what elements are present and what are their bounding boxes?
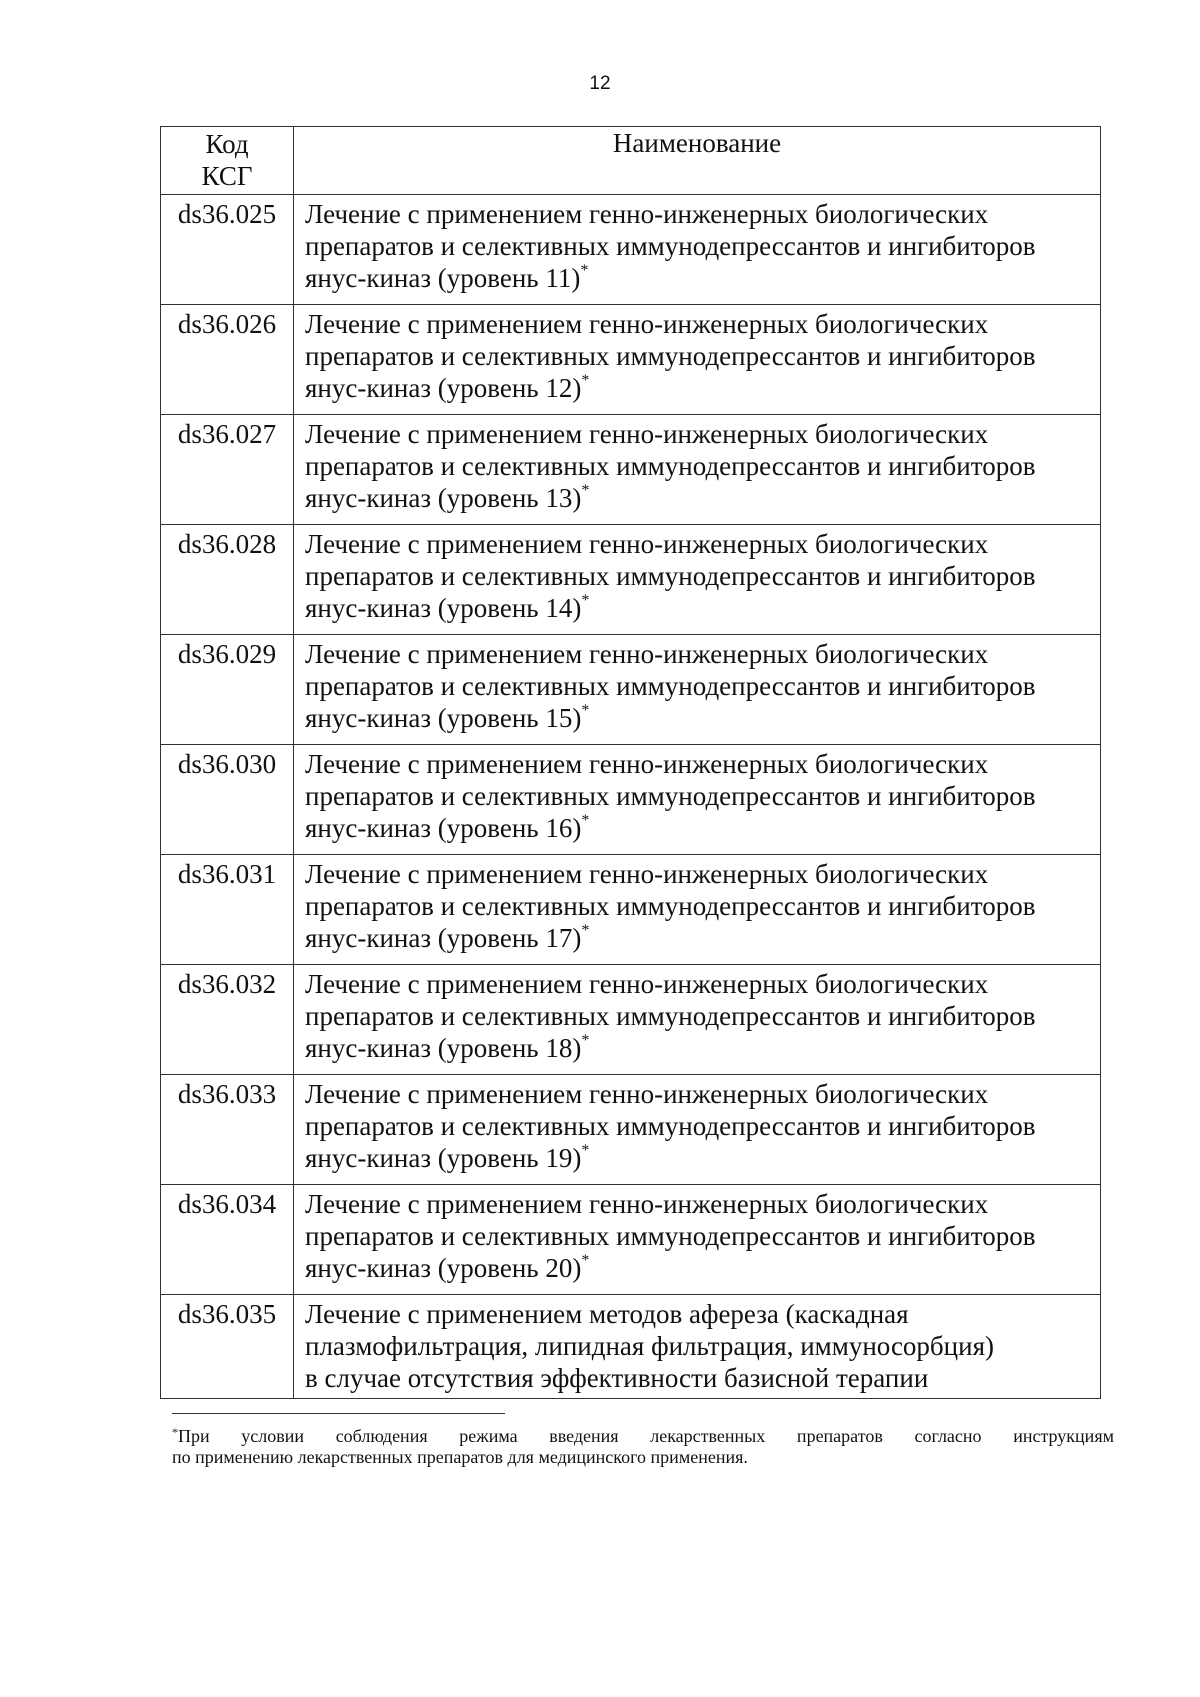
table-row [161,415,1101,525]
row-name-line: Лечение с применением генно-инженерных биологических [305,199,989,229]
footnote-ref-mark: * [581,592,590,609]
row-name-line: препаратов и селективных иммунодепрессантов и ингибиторов [305,231,1036,261]
row-name [294,305,1101,415]
row-level-text: в случае отсутствия эффективности базисной терапии [305,1363,929,1393]
row-code: ds36.030 [161,745,294,855]
footnote-ref-mark: * [580,262,589,279]
row-name-line: Лечение с применением генно-инженерных биологических [305,529,989,559]
footnote-line1 [172,1426,1114,1447]
row-name-line: Лечение с применением генно-инженерных биологических [305,859,989,889]
footnote-ref-mark: * [581,702,590,719]
row-name-line: Лечение с применением генно-инженерных биологических [305,419,989,449]
header-code-line2: КСГ [201,161,253,191]
footnote-ref-mark: * [581,1032,590,1049]
row-level-text: янус-киназ (уровень 15) [305,703,582,733]
row-name-line: Лечение с применением генно-инженерных биологических [305,309,989,339]
row-name [294,965,1101,1075]
row-level-text: янус-киназ (уровень 14) [305,593,582,623]
row-name [294,1075,1101,1185]
table-body [161,195,1101,1399]
row-name-line: препаратов и селективных иммунодепрессантов и ингибиторов [305,781,1036,811]
row-level-text: янус-киназ (уровень 12) [305,373,582,403]
row-code: ds36.027 [161,415,294,525]
row-code: ds36.025 [161,195,294,305]
row-name-level-line [305,1362,1094,1394]
row-name [294,415,1101,525]
row-name-line: Лечение с применением генно-инженерных биологических [305,749,989,779]
footnote-mark: * [172,1425,178,1439]
row-name-line: препаратов и селективных иммунодепрессантов и ингибиторов [305,341,1036,371]
row-level-text: янус-киназ (уровень 13) [305,483,582,513]
row-name-line: Лечение с применением генно-инженерных биологических [305,639,989,669]
row-name [294,1295,1101,1399]
row-level-text: янус-киназ (уровень 19) [305,1143,582,1173]
table-header-row [161,127,1101,195]
row-name-level-line [305,922,1094,954]
table-row [161,855,1101,965]
row-name-line: препаратов и селективных иммунодепрессантов и ингибиторов [305,1111,1036,1141]
row-name-line: препаратов и селективных иммунодепрессантов и ингибиторов [305,1221,1036,1251]
row-code: ds36.028 [161,525,294,635]
page-number: 12 [589,73,611,94]
row-name-level-line [305,592,1094,624]
footnote-line1-text: При условии соблюдения режима введения лекарственных препаратов согласно инструкциям [178,1426,1114,1446]
row-name-line: Лечение с применением генно-инженерных биологических [305,969,989,999]
footnote-ref-mark: * [581,812,590,829]
header-code-cell [161,127,294,195]
row-code: ds36.034 [161,1185,294,1295]
row-name-line: Лечение с применением генно-инженерных биологических [305,1189,989,1219]
row-name-level-line [305,1032,1094,1064]
row-name-level-line [305,1252,1094,1284]
row-name-level-line [305,482,1094,514]
row-level-text: янус-киназ (уровень 20) [305,1253,582,1283]
footnote-ref-mark: * [581,1142,590,1159]
table-row [161,1185,1101,1295]
table-row [161,965,1101,1075]
footnote-ref-mark: * [581,482,590,499]
header-code-line1: Код [205,129,249,159]
footnote-line2: по применению лекарственных препаратов для медицинского применения. [172,1447,748,1467]
row-name-level-line [305,372,1094,404]
row-name-line: Лечение с применением генно-инженерных биологических [305,1079,989,1109]
table-row [161,195,1101,305]
row-name-line: препаратов и селективных иммунодепрессантов и ингибиторов [305,891,1036,921]
table-row [161,1075,1101,1185]
table-row [161,745,1101,855]
row-name [294,855,1101,965]
row-name-level-line [305,262,1094,294]
row-code: ds36.033 [161,1075,294,1185]
row-code: ds36.029 [161,635,294,745]
row-name-line: препаратов и селективных иммунодепрессантов и ингибиторов [305,451,1036,481]
header-name-cell: Наименование [294,127,1101,195]
row-name [294,195,1101,305]
row-name-line: Лечение с применением методов афереза (каскадная [305,1299,909,1329]
row-name-line: препаратов и селективных иммунодепрессантов и ингибиторов [305,561,1036,591]
table-row [161,635,1101,745]
footnote-ref-mark: * [581,922,590,939]
table-row [161,525,1101,635]
row-name-line: плазмофильтрация, липидная фильтрация, иммуносорбция) [305,1331,994,1361]
row-level-text: янус-киназ (уровень 18) [305,1033,582,1063]
row-level-text: янус-киназ (уровень 16) [305,813,582,843]
ksg-table [160,126,1101,1399]
row-name [294,525,1101,635]
row-name-level-line [305,702,1094,734]
table-row [161,305,1101,415]
table-row [161,1295,1101,1399]
row-code: ds36.032 [161,965,294,1075]
footnote-divider [172,1413,505,1414]
row-level-text: янус-киназ (уровень 11) [305,263,581,293]
row-level-text: янус-киназ (уровень 17) [305,923,582,953]
row-code: ds36.026 [161,305,294,415]
row-name [294,635,1101,745]
row-name-line: препаратов и селективных иммунодепрессантов и ингибиторов [305,671,1036,701]
row-code: ds36.031 [161,855,294,965]
row-name [294,1185,1101,1295]
row-name-level-line [305,812,1094,844]
row-name-level-line [305,1142,1094,1174]
row-name-line: препаратов и селективных иммунодепрессантов и ингибиторов [305,1001,1036,1031]
footnote-ref-mark: * [581,372,590,389]
footnote [172,1426,1114,1468]
row-code: ds36.035 [161,1295,294,1399]
footnote-ref-mark: * [581,1252,590,1269]
row-name [294,745,1101,855]
